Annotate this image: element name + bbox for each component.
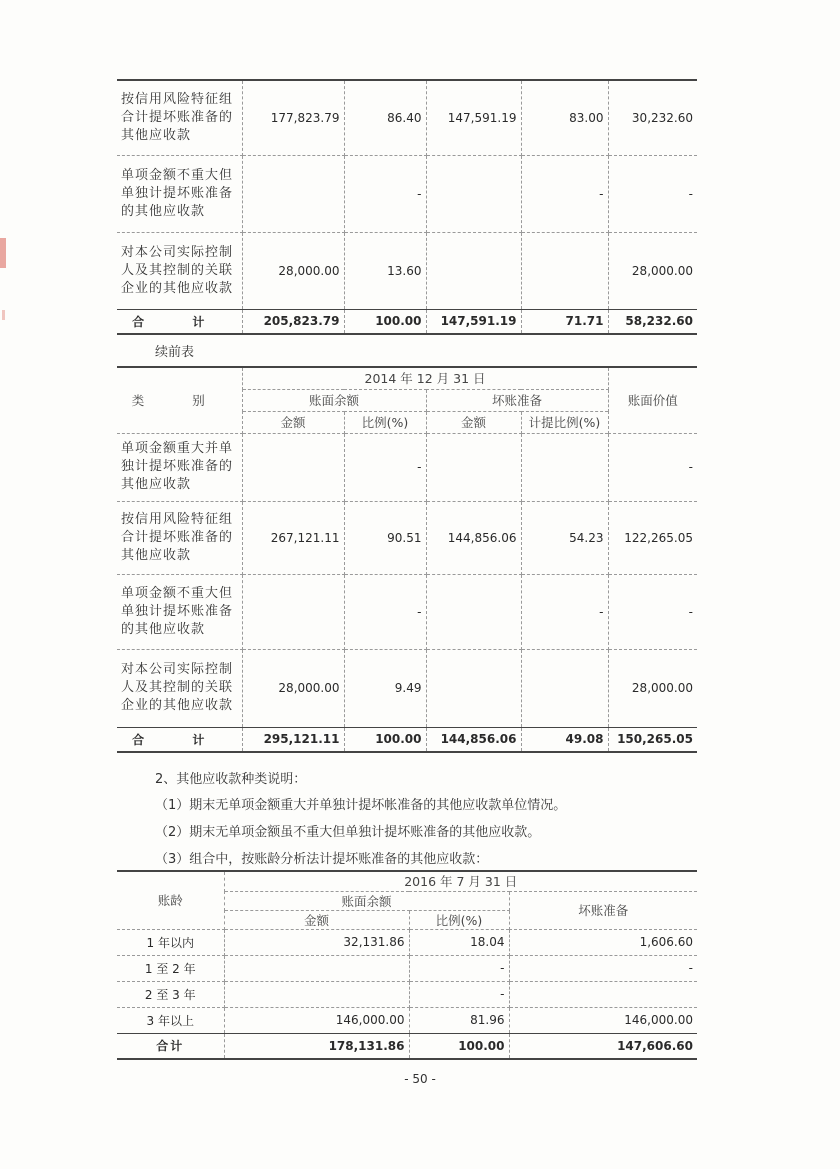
table-total-row [117, 1033, 697, 1059]
header-book-value: 账面价值 [608, 367, 697, 433]
total-book-value: 58,232.60 [608, 309, 697, 334]
cell-ratio: - [409, 981, 509, 1007]
cell-bad-debt: - [509, 955, 697, 981]
cell-ratio: - [409, 955, 509, 981]
header-ratio: 比例(%) [344, 411, 426, 433]
cell-bad-debt: 147,591.19 [426, 80, 521, 155]
cell-aging: 1 至 2 年 [117, 955, 224, 981]
page-number: - 50 - [404, 1072, 436, 1086]
cell-bad-debt: 146,000.00 [509, 1007, 697, 1033]
row-category: 单项金额不重大但单独计提坏账准备的其他应收款 [117, 574, 242, 649]
table-row [117, 232, 697, 309]
header-category: 类 别 [117, 367, 242, 433]
total-ratio: 100.00 [344, 309, 426, 334]
table-row [117, 981, 697, 1007]
header-bad-debt-provision: 坏账准备 [426, 389, 608, 411]
header-amount: 金额 [242, 411, 344, 433]
total-ratio: 100.00 [344, 727, 426, 752]
cell-bad-debt: 144,856.06 [426, 501, 521, 574]
total-ratio: 100.00 [409, 1033, 509, 1059]
cell-bad-debt: 1,606.60 [509, 929, 697, 955]
cell-accrual-ratio [521, 649, 608, 727]
table-row [117, 433, 697, 501]
cell-bad-debt [509, 981, 697, 1007]
edge-stamp-mark-small [2, 310, 5, 320]
edge-stamp-mark [0, 238, 6, 268]
cell-book-value: - [608, 433, 697, 501]
cell-accrual-ratio: 83.00 [521, 80, 608, 155]
cell-book-value: - [608, 155, 697, 232]
header-ratio: 比例(%) [409, 910, 509, 929]
table-row [117, 574, 697, 649]
cell-book-value: 28,000.00 [608, 232, 697, 309]
total-label: 合 计 [117, 309, 242, 334]
cell-amount [242, 574, 344, 649]
header-date: 2014 年 12 月 31 日 [242, 367, 608, 389]
table-aging-analysis [117, 870, 697, 1060]
cell-ratio: 13.60 [344, 232, 426, 309]
header-book-balance: 账面余额 [224, 891, 509, 910]
cell-ratio: 81.96 [409, 1007, 509, 1033]
cell-ratio: - [344, 433, 426, 501]
table-row [117, 649, 697, 727]
cell-amount: 28,000.00 [242, 649, 344, 727]
total-accrual-ratio: 49.08 [521, 727, 608, 752]
cell-amount [224, 955, 409, 981]
note-3: （3）组合中，按账龄分析法计提坏账准备的其他应收款： [155, 852, 489, 867]
total-label: 合计 [117, 1033, 224, 1059]
cell-bad-debt [426, 232, 521, 309]
total-label: 合 计 [117, 727, 242, 752]
table-row [117, 1007, 697, 1033]
cell-book-value: 122,265.05 [608, 501, 697, 574]
header-row [117, 367, 697, 389]
notes-heading: 2、其他应收款种类说明： [155, 772, 307, 787]
header-accrual-ratio: 计提比例(%) [521, 411, 608, 433]
cell-accrual-ratio: 54.23 [521, 501, 608, 574]
cell-aging: 1 年以内 [117, 929, 224, 955]
table-other-receivables-2014 [117, 366, 697, 753]
note-2: （2）期末无单项金额虽不重大但单独计提坏账准备的其他应收款。 [155, 825, 541, 840]
header-aging: 账龄 [117, 871, 224, 929]
header-date: 2016 年 7 月 31 日 [224, 871, 697, 891]
row-category: 单项金额不重大但单独计提坏账准备的其他应收款 [117, 155, 242, 232]
table-total-row [117, 727, 697, 752]
cell-accrual-ratio [521, 433, 608, 501]
total-bad-debt: 147,591.19 [426, 309, 521, 334]
row-category: 对本公司实际控制人及其控制的关联企业的其他应收款 [117, 232, 242, 309]
cell-bad-debt [426, 433, 521, 501]
cell-amount [224, 981, 409, 1007]
cell-amount: 32,131.86 [224, 929, 409, 955]
total-bad-debt: 144,856.06 [426, 727, 521, 752]
cell-amount: 28,000.00 [242, 232, 344, 309]
cell-amount [242, 433, 344, 501]
cell-amount: 146,000.00 [224, 1007, 409, 1033]
continued-label: 续前表 [155, 345, 195, 360]
row-category: 按信用风险特征组合计提坏账准备的其他应收款 [117, 80, 242, 155]
cell-accrual-ratio: - [521, 155, 608, 232]
table-row [117, 955, 697, 981]
cell-ratio: 86.40 [344, 80, 426, 155]
total-book-value: 150,265.05 [608, 727, 697, 752]
total-bad-debt: 147,606.60 [509, 1033, 697, 1059]
cell-book-value: 28,000.00 [608, 649, 697, 727]
cell-ratio: 18.04 [409, 929, 509, 955]
cell-amount: 177,823.79 [242, 80, 344, 155]
note-1: （1）期末无单项金额重大并单独计提坏帐准备的其他应收款单位情况。 [155, 798, 567, 813]
table-other-receivables-2015 [117, 79, 697, 335]
cell-accrual-ratio: - [521, 574, 608, 649]
cell-ratio: - [344, 155, 426, 232]
cell-ratio: 9.49 [344, 649, 426, 727]
cell-bad-debt [426, 574, 521, 649]
cell-amount: 267,121.11 [242, 501, 344, 574]
table-row [117, 929, 697, 955]
cell-accrual-ratio [521, 232, 608, 309]
cell-ratio: - [344, 574, 426, 649]
cell-book-value: - [608, 574, 697, 649]
header-amount: 金额 [224, 910, 409, 929]
cell-aging: 3 年以上 [117, 1007, 224, 1033]
cell-bad-debt [426, 649, 521, 727]
total-amount: 178,131.86 [224, 1033, 409, 1059]
row-category: 对本公司实际控制人及其控制的关联企业的其他应收款 [117, 649, 242, 727]
header-bad-debt: 坏账准备 [509, 891, 697, 929]
table-row [117, 501, 697, 574]
table-total-row [117, 309, 697, 334]
header-book-balance: 账面余额 [242, 389, 426, 411]
table-row [117, 155, 697, 232]
row-category: 单项金额重大并单独计提坏账准备的其他应收款 [117, 433, 242, 501]
cell-ratio: 90.51 [344, 501, 426, 574]
total-amount: 295,121.11 [242, 727, 344, 752]
cell-aging: 2 至 3 年 [117, 981, 224, 1007]
cell-amount [242, 155, 344, 232]
table-row [117, 80, 697, 155]
header-amount2: 金额 [426, 411, 521, 433]
row-category: 按信用风险特征组合计提坏账准备的其他应收款 [117, 501, 242, 574]
total-amount: 205,823.79 [242, 309, 344, 334]
header-row [117, 871, 697, 891]
cell-book-value: 30,232.60 [608, 80, 697, 155]
cell-bad-debt [426, 155, 521, 232]
total-accrual-ratio: 71.71 [521, 309, 608, 334]
